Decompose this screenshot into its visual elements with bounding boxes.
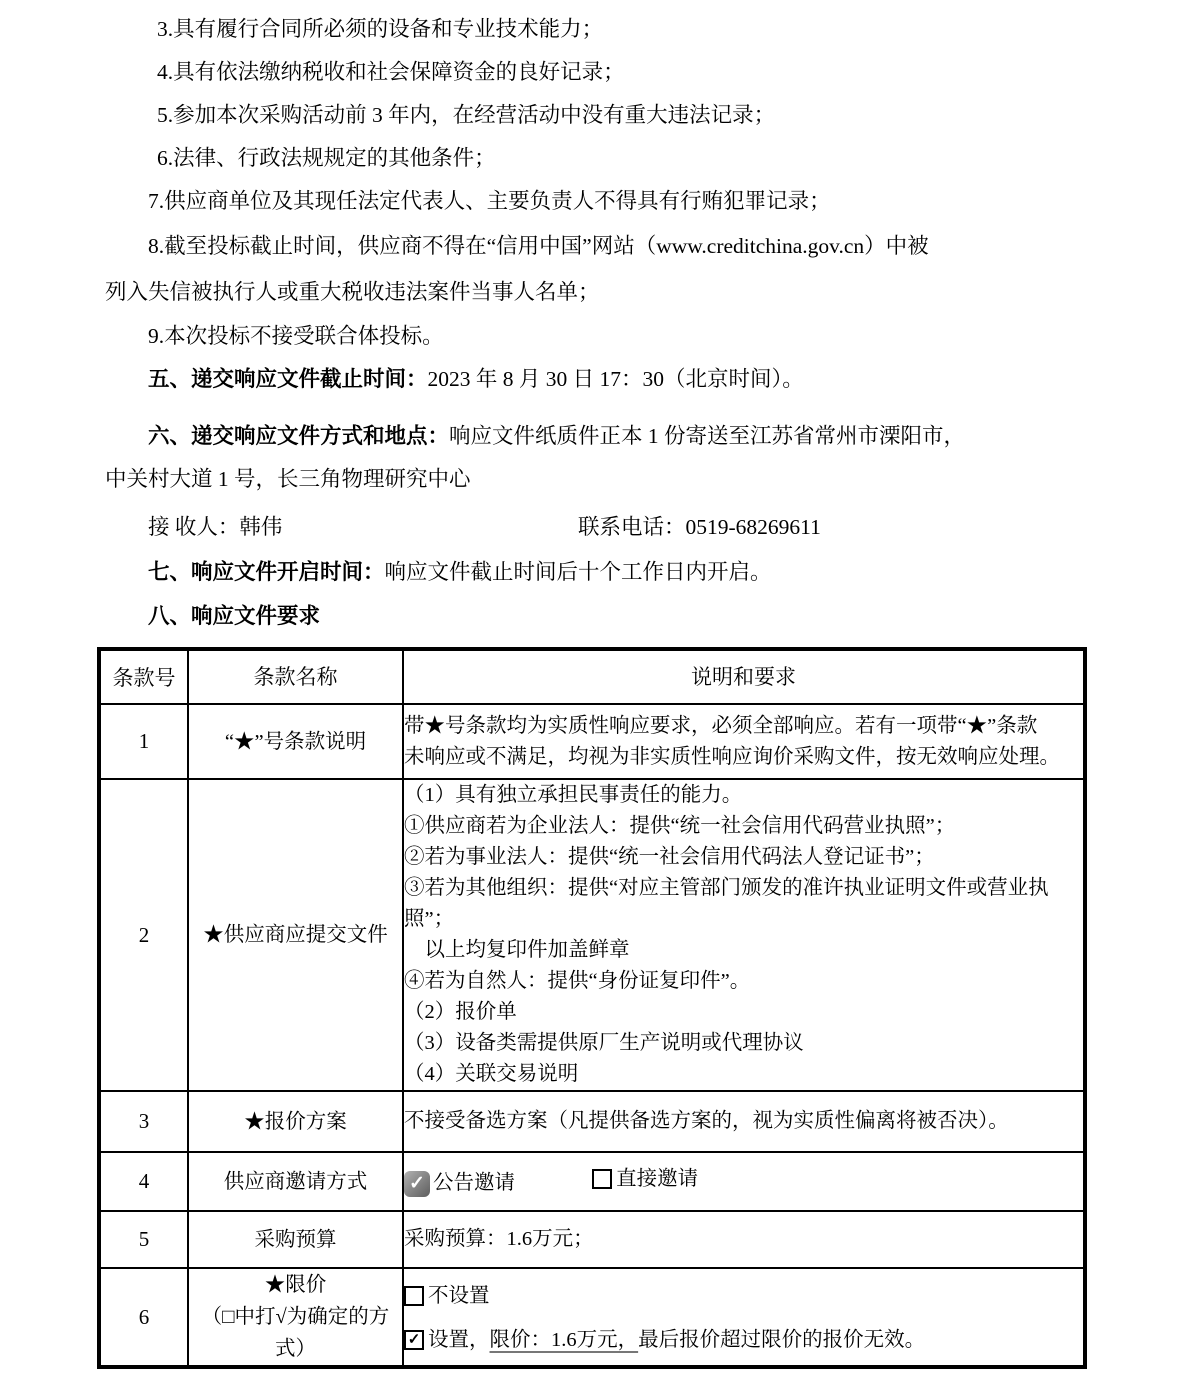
section-8-heading: 八、响应文件要求 [148,604,321,628]
condition-item-6: 6.法律、行政法规规定的其他条件； [157,146,496,170]
receiver-name: 韩伟 [239,515,283,539]
section-5-label: 五、递交响应文件截止时间： [148,367,428,391]
clause-desc [403,779,1085,1091]
condition-item-3: 3.具有履行合同所必须的设备和专业技术能力； [157,17,604,41]
clause-desc: 采购预算：1.6万元； [403,1211,1085,1268]
clause-name: 采购预算 [188,1211,403,1268]
desc-line: （3）设备类需提供原厂生产说明或代理协议 [404,1032,804,1054]
clause-name-line1: ★限价 [264,1274,327,1296]
section-6-address-line2: 中关村大道 1 号，长三角物理研究中心 [105,467,471,491]
table-row [99,1091,1085,1152]
desc-line: （4）关联交易说明 [404,1063,579,1085]
desc-line: （2）报价单 [404,1001,517,1023]
limit-value-underlined: 限价：1.6万元， [489,1329,639,1351]
table-row [99,704,1085,779]
desc-line: ④若为自然人：提供“身份证复印件”。 [404,970,751,992]
condition-item-9: 9.本次投标不接受联合体投标。 [148,324,444,348]
condition-item-8-line1: 8.截至投标截止时间，供应商不得在“信用中国”网站（www.creditchina.gov.cn）中被 [148,234,929,258]
section-7-opening [105,551,1092,594]
section-7-label: 七、响应文件开启时间： [148,560,385,584]
checkbox-checked-icon[interactable]: ✓ [404,1330,424,1350]
table-row [99,1211,1085,1268]
phone-label: 联系电话： [578,515,686,539]
clause-no: 6 [99,1268,188,1367]
invite-option-direct-label: 直接邀请 [616,1167,699,1190]
desc-line: （1）具有独立承担民事责任的能力。 [404,784,743,806]
invite-option-public-label: 公告邀请 [433,1172,515,1195]
clause-desc: 不接受备选方案（凡提供备选方案的，视为实质性偏离将被否决）。 [403,1091,1085,1152]
limit-option-set [404,1318,1083,1362]
table-row [99,779,1085,1091]
condition-item-8-line2: 列入失信被执行人或重大税收违法案件当事人名单； [105,280,600,304]
clause-desc [403,704,1085,779]
condition-item-4: 4.具有依法缴纳税收和社会保障资金的良好记录； [157,60,625,84]
limit-option-none-label: 不设置 [428,1285,490,1307]
section-5-deadline [105,358,1092,401]
clause-name [188,1268,403,1367]
table-header-row [99,649,1085,704]
clause-name-line2: （□中打√为确定的方式） [201,1306,390,1360]
clause-no: 2 [99,779,188,1091]
clause-name: ★报价方案 [188,1091,403,1152]
clause-desc [403,1268,1085,1367]
receiver-label: 接 收人： [148,515,240,539]
limit-option-set-suffix: 最后报价超过限价的报价无效。 [638,1329,926,1351]
clause-no: 1 [99,704,188,779]
checkbox-unchecked-icon[interactable] [404,1286,424,1306]
section-5-text: 2023 年 8 月 30 日 17：30（北京时间）。 [427,367,804,391]
section-6-label: 六、递交响应文件方式和地点： [148,424,450,448]
requirements-table [97,647,1087,1369]
section-7-text: 响应文件截止时间后十个工作日内开启。 [384,560,772,584]
clause-desc [403,1152,1085,1211]
invite-option-direct [592,1164,698,1195]
desc-line: ③若为其他组织：提供“对应主管部门颁发的准许执业证明文件或营业执照”； [404,877,1049,930]
checkbox-unchecked-icon[interactable] [592,1169,612,1189]
desc-line: 以上均复印件加盖鲜章 [404,939,630,961]
clause-name: 供应商邀请方式 [188,1152,403,1211]
limit-option-set-prefix: 设置， [428,1329,490,1351]
clause-name: ★供应商应提交文件 [188,779,403,1091]
header-clause-desc: 说明和要求 [403,649,1085,704]
table-row [99,1152,1085,1211]
section-6-text: 响应文件纸质件正本 1 份寄送至江苏省常州市溧阳市， [449,424,966,448]
phone-field [578,515,821,539]
limit-option-none [404,1274,1083,1318]
receiver-field [148,506,578,549]
section-6-delivery [105,415,1092,458]
table-row [99,1268,1085,1367]
checkbox-checked-icon[interactable]: ✓ [404,1171,430,1197]
clause-no: 3 [99,1091,188,1152]
invite-option-public [404,1168,515,1199]
condition-item-5: 5.参加本次采购活动前 3 年内，在经营活动中没有重大违法记录； [157,103,776,127]
condition-item-7: 7.供应商单位及其现任法定代表人、主要负责人不得具有行贿犯罪记录； [148,189,831,213]
contact-line [105,506,1092,549]
desc-line: 带★号条款均为实质性响应要求，必须全部响应。若有一项带“★”条款 [404,714,1038,737]
phone-number: 0519-68269611 [685,515,821,539]
clause-no: 5 [99,1211,188,1268]
header-clause-name: 条款名称 [188,649,403,704]
desc-line: ②若为事业法人：提供“统一社会信用代码法人登记证书”； [404,846,935,868]
header-clause-no: 条款号 [99,649,188,704]
desc-line: ①供应商若为企业法人：提供“统一社会信用代码营业执照”； [404,815,956,837]
clause-name: “★”号条款说明 [188,704,403,779]
clause-no: 4 [99,1152,188,1211]
desc-line: 未响应或不满足，均视为非实质性响应询价采购文件，按无效响应处理。 [404,745,1060,768]
